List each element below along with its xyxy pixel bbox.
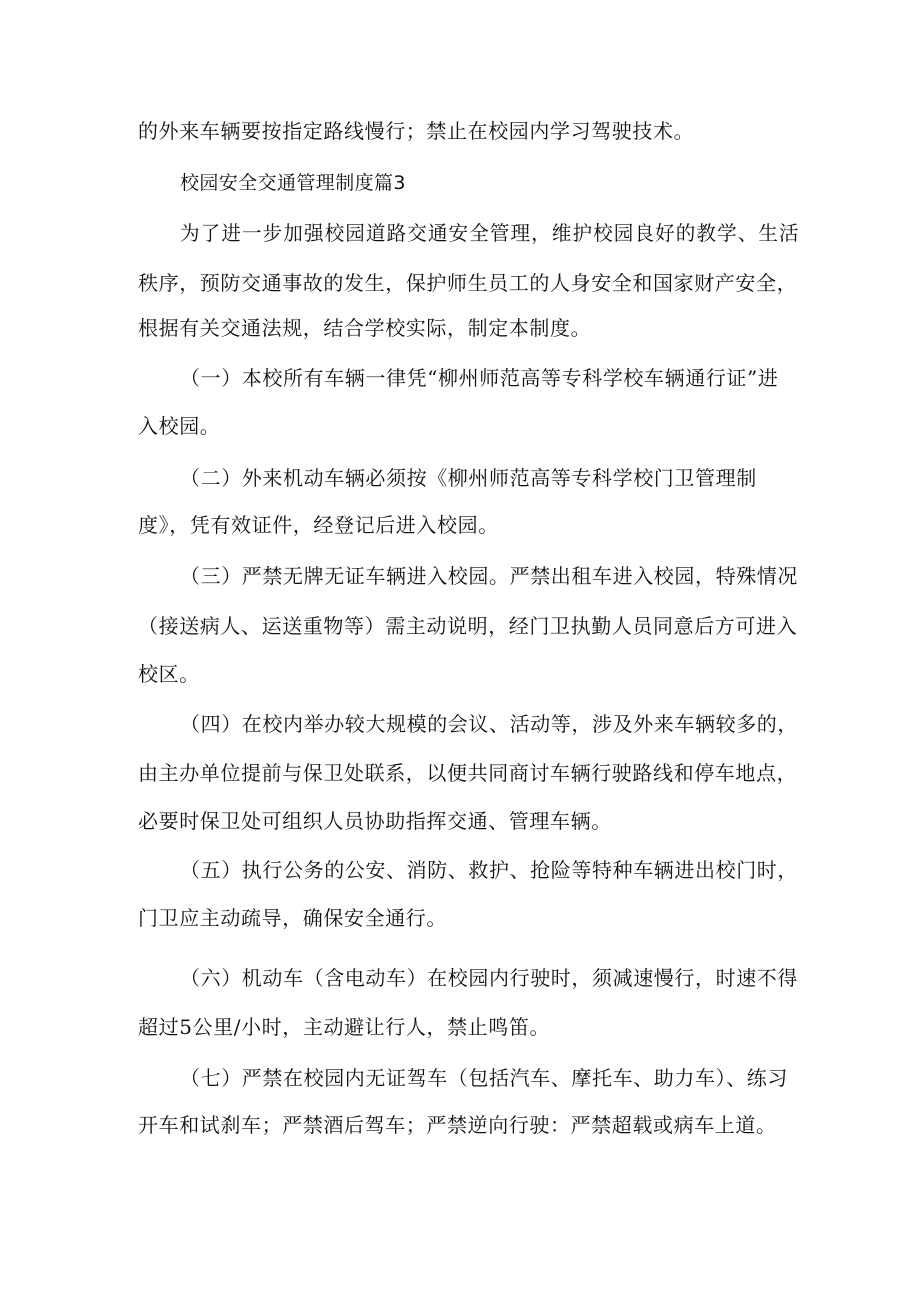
text-line: 校区。 bbox=[138, 662, 200, 686]
text-line: 为了进一步加强校园道路交通安全管理，维护校园良好的教学、生活 bbox=[180, 221, 800, 245]
text-line: 入校园。 bbox=[138, 414, 221, 438]
text-line: 根据有关交通法规，结合学校实际，制定本制度。 bbox=[138, 316, 592, 340]
text-line: 开车和试刹车；严禁酒后驾车；严禁逆向行驶：严禁超载或病车上道。 bbox=[138, 1113, 777, 1137]
text-line: （七）严禁在校园内无证驾车（包括汽车、摩托车、助力车）、练习 bbox=[180, 1066, 788, 1090]
text-line: 秩序，预防交通事故的发生，保护师生员工的人身安全和国家财产安全， bbox=[138, 271, 798, 295]
text-line: 度》，凭有效证件，经登记后进入校园。 bbox=[138, 513, 499, 537]
text-line: 超过5公里/小时，主动避让行人，禁止鸣笛。 bbox=[138, 1015, 551, 1039]
text-line: 由主办单位提前与保卫处联系，以便共同商讨车辆行驶路线和停车地点， bbox=[138, 761, 798, 785]
text-line: 的外来车辆要按指定路线慢行；禁止在校园内学习驾驶技术。 bbox=[138, 119, 695, 143]
text-line: （五）执行公务的公安、消防、救护、抢险等特种车辆进出校门时， bbox=[180, 858, 798, 882]
text-line: （接送病人、运送重物等）需主动说明，经门卫执勤人员同意后方可进入 bbox=[138, 614, 798, 638]
text-line: （六）机动车（含电动车）在校园内行驶时，须减速慢行，时速不得 bbox=[180, 966, 798, 990]
text-line: 必要时保卫处可组织人员协助指挥交通、管理车辆。 bbox=[138, 809, 612, 833]
text-line: （三）严禁无牌无证车辆进入校园。严禁出租车进入校园，特殊情况 bbox=[180, 564, 798, 588]
text-line: （四）在校内举办较大规模的会议、活动等，涉及外来车辆较多的， bbox=[180, 712, 798, 736]
text-line: （二）外来机动车辆必须按《柳州师范高等专科学校门卫管理制 bbox=[180, 466, 757, 490]
text-line: （一）本校所有车辆一律凭“柳州师范高等专科学校车辆通行证”进 bbox=[180, 366, 779, 390]
text-line: 门卫应主动疏导，确保安全通行。 bbox=[138, 906, 447, 930]
section-heading: 校园安全交通管理制度篇3 bbox=[180, 172, 406, 194]
